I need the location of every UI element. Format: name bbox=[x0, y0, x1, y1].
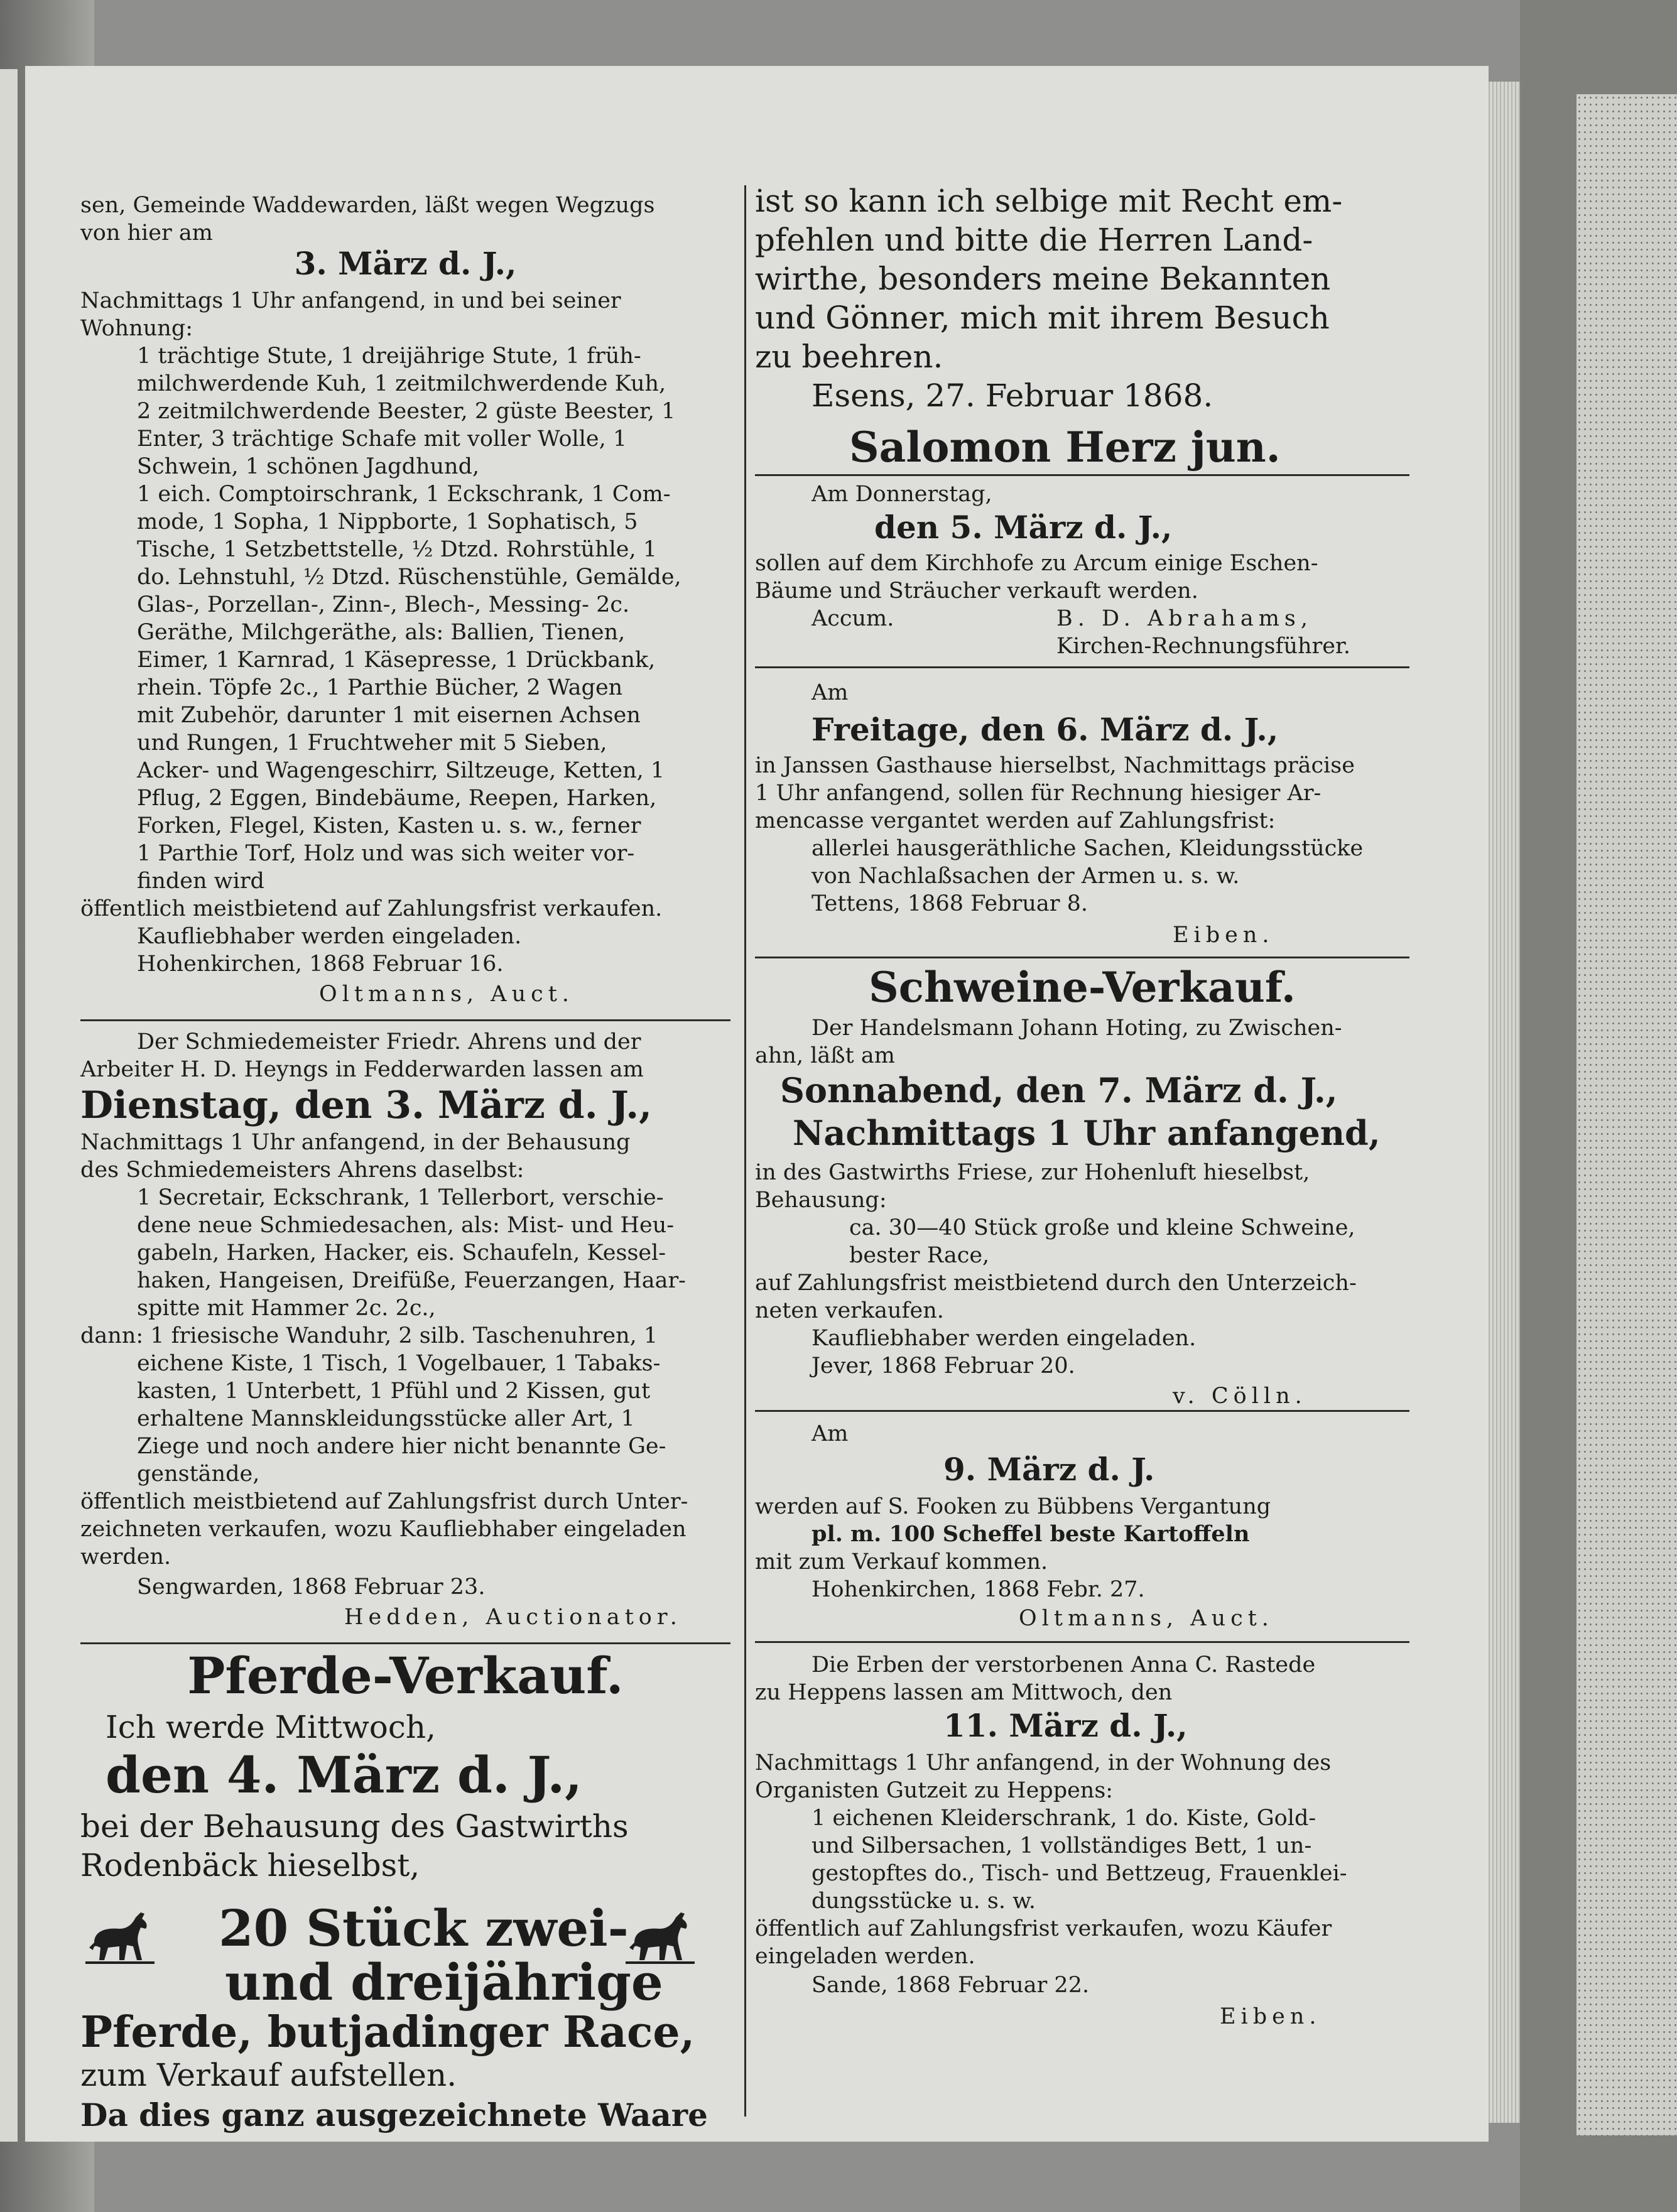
item-line: milchwerdende Kuh, 1 zeitmilchwerdende Kuh, bbox=[137, 371, 666, 396]
ad-text-line: Nachmittags 1 Uhr anfangend, in der Wohnung des bbox=[755, 1750, 1332, 1776]
ad-signature: Oltmanns, Auct. bbox=[319, 982, 574, 1007]
ad-signature: Hedden, Auctionator. bbox=[344, 1605, 682, 1630]
item-line: 1 trächtige Stute, 1 dreijährige Stute, 1 früh- bbox=[137, 344, 641, 369]
ad-signature: Salomon Herz jun. bbox=[849, 423, 1281, 472]
ad-text-line: 1 Uhr anfangend, sollen für Rechnung hiesiger Ar- bbox=[755, 781, 1322, 806]
ad-date: 3. März d. J., bbox=[294, 245, 517, 282]
ad-signature: Oltmanns, Auct. bbox=[1019, 1606, 1274, 1631]
ad-headline: Pferde-Verkauf. bbox=[187, 1646, 624, 1705]
item-line: Ziege und noch andere hier nicht benannte Ge- bbox=[137, 1434, 666, 1459]
ad-place-date: Hohenkirchen, 1868 Febr. 27. bbox=[811, 1577, 1145, 1602]
ad-text-line: pl. m. 100 Scheffel beste Kartoffeln bbox=[811, 1521, 1250, 1547]
ad-text-line: in des Gastwirths Friese, zur Hohenluft hieselbst, bbox=[755, 1160, 1310, 1185]
ad-text-line: zu beehren. bbox=[755, 339, 943, 375]
item-line: 1 eichenen Kleiderschrank, 1 do. Kiste, Gold- bbox=[811, 1806, 1316, 1831]
item-line: Schwein, 1 schönen Jagdhund, bbox=[137, 454, 480, 479]
ad-text-line: Am bbox=[811, 1421, 849, 1446]
ad-text-line: ist so kann ich selbige mit Recht em- bbox=[755, 183, 1343, 219]
item-line: Acker- und Wagengeschirr, Siltzeuge, Ketten, 1 bbox=[137, 758, 665, 783]
ad-separator bbox=[755, 1641, 1409, 1643]
ad-signature: Eiben. bbox=[1173, 923, 1274, 948]
ad-place-date: Hohenkirchen, 1868 Februar 16. bbox=[137, 951, 504, 977]
ad-text-line: sollen auf dem Kirchhofe zu Arcum einige Eschen- bbox=[755, 551, 1318, 576]
ad-text-line: Nachmittags 1 Uhr anfangend, in und bei seiner bbox=[80, 288, 621, 313]
ad-text-line: in Janssen Gasthause hierselbst, Nachmittags präcise bbox=[755, 753, 1355, 778]
ad-separator bbox=[755, 666, 1409, 668]
ad-text-line: bester Race, bbox=[849, 1243, 990, 1268]
ad-text-line: öffentlich meistbietend auf Zahlungsfrist durch Unter- bbox=[80, 1489, 688, 1514]
ad-date: Dienstag, den 3. März d. J., bbox=[80, 1083, 652, 1127]
ad-date: den 4. März d. J., bbox=[106, 1745, 583, 1804]
item-line: 2 zeitmilchwerdende Beester, 2 güste Beester, 1 bbox=[137, 399, 676, 424]
ad-text-line: pfehlen und bitte die Herren Land- bbox=[755, 222, 1313, 258]
ad-text-line: wirthe, besonders meine Bekannten bbox=[755, 261, 1331, 297]
item-line: mode, 1 Sopha, 1 Nippborte, 1 Sophatisch, 5 bbox=[137, 509, 638, 534]
ad-text-line: ca. 30—40 Stück große und kleine Schweine, bbox=[849, 1215, 1355, 1240]
item-line: do. Lehnstuhl, ½ Dtzd. Rüschenstühle, Gemälde, bbox=[137, 565, 681, 590]
ad-text-line: Kaufliebhaber werden eingeladen. bbox=[811, 1326, 1197, 1351]
ad-text-line: Pferde, butjadinger Race, bbox=[80, 2007, 695, 2057]
ad-date: den 5. März d. J., bbox=[874, 509, 1173, 546]
newspaper-page bbox=[25, 66, 1489, 2142]
item-line: Pflug, 2 Eggen, Bindebäume, Reepen, Harken, bbox=[137, 786, 657, 811]
ad-date: 11. März d. J., bbox=[943, 1707, 1188, 1744]
ad-text-line: Der Schmiedemeister Friedr. Ahrens und der bbox=[137, 1029, 641, 1054]
item-line: Tische, 1 Setzbettstelle, ½ Dtzd. Rohrstühle, 1 bbox=[137, 537, 658, 562]
item-line: und Rungen, 1 Fruchtweher mit 5 Sieben, bbox=[137, 730, 607, 756]
item-line: gestopftes do., Tisch- und Bettzeug, Frauenklei- bbox=[811, 1861, 1347, 1886]
ad-signature: B. D. Abrahams, bbox=[1056, 606, 1313, 631]
item-line: rhein. Töpfe 2c., 1 Parthie Bücher, 2 Wagen bbox=[137, 675, 623, 700]
item-line: Enter, 3 trächtige Schafe mit voller Wolle, 1 bbox=[137, 426, 627, 452]
ad-text-line: Die Erben der verstorbenen Anna C. Rastede bbox=[811, 1652, 1316, 1678]
ad-separator bbox=[80, 1642, 730, 1644]
column-divider bbox=[744, 185, 746, 2117]
ad-date: Sonnabend, den 7. März d. J., bbox=[780, 1070, 1338, 1110]
ad-text-line: Organisten Gutzeit zu Heppens: bbox=[755, 1778, 1114, 1803]
ad-text-line: bei der Behausung des Gastwirths bbox=[80, 1808, 629, 1845]
ad-headline: Schweine-Verkauf. bbox=[869, 963, 1296, 1012]
book-cover-edge bbox=[1577, 94, 1677, 2135]
item-line: dungsstücke u. s. w. bbox=[811, 1889, 1036, 1914]
item-line: Geräthe, Milchgeräthe, als: Ballien, Tienen, bbox=[137, 620, 626, 645]
ad-text-line: mit zum Verkauf kommen. bbox=[755, 1549, 1048, 1575]
ad-text-line: Rodenbäck hieselbst, bbox=[80, 1847, 420, 1884]
ad-text-line: des Schmiedemeisters Ahrens daselbst: bbox=[80, 1158, 524, 1183]
ad-date: Freitage, den 6. März d. J., bbox=[811, 711, 1279, 748]
ad-text-line: zeichneten verkaufen, wozu Kaufliebhaber eingeladen bbox=[80, 1517, 687, 1542]
item-line: Glas-, Porzellan-, Zinn-, Blech-, Messing- 2c. bbox=[137, 592, 630, 617]
ad-text-line: Ich werde Mittwoch, bbox=[106, 1709, 437, 1745]
item-line: spitte mit Hammer 2c. 2c., bbox=[137, 1296, 436, 1321]
item-line: eichene Kiste, 1 Tisch, 1 Vogelbauer, 1 Tabaks- bbox=[137, 1351, 661, 1376]
ad-date: 9. März d. J. bbox=[943, 1451, 1155, 1488]
ad-text-line: Wohnung: bbox=[80, 316, 193, 341]
item-line: kasten, 1 Unterbett, 1 Pfühl und 2 Kissen, gut bbox=[137, 1379, 651, 1404]
ad-separator bbox=[755, 957, 1409, 958]
ad-text-line: öffentlich auf Zahlungsfrist verkaufen, wozu Käufer bbox=[755, 1916, 1332, 1941]
ad-text-line: Behausung: bbox=[755, 1188, 887, 1213]
ad-place-date: Sengwarden, 1868 Februar 23. bbox=[137, 1575, 486, 1600]
item-line: haken, Hangeisen, Dreifüße, Feuerzangen, Haar- bbox=[137, 1268, 687, 1293]
horse-illustration-icon bbox=[80, 1906, 159, 1966]
ad-text-line: zu Heppens lassen am Mittwoch, den bbox=[755, 1680, 1173, 1705]
ad-separator bbox=[755, 474, 1409, 476]
ad-text-line: und Gönner, mich mit ihrem Besuch bbox=[755, 300, 1330, 336]
ad-signature: v. Cölln. bbox=[1173, 1384, 1307, 1409]
item-line: und Silbersachen, 1 vollständiges Bett, 1 un- bbox=[811, 1833, 1312, 1858]
ad-text-line: neten verkaufen. bbox=[755, 1298, 944, 1323]
item-line: 1 Secretair, Eckschrank, 1 Tellerbort, verschie- bbox=[137, 1185, 664, 1210]
ad-text-line: auf Zahlungsfrist meistbietend durch den Unterzeich- bbox=[755, 1271, 1357, 1296]
item-line: gabeln, Harken, Hacker, eis. Schaufeln, Kessel- bbox=[137, 1240, 666, 1266]
ad-text-line: Arbeiter H. D. Heyngs in Fedderwarden lassen am bbox=[80, 1057, 644, 1082]
previous-page-edge bbox=[0, 69, 18, 2142]
ad-text-line: von Nachlaßsachen der Armen u. s. w. bbox=[811, 864, 1240, 889]
ad-text-line: von hier am bbox=[80, 220, 213, 246]
ad-text-line: dann: 1 friesische Wanduhr, 2 silb. Taschenuhren, 1 bbox=[80, 1323, 658, 1348]
ad-text-line: Am Donnerstag, bbox=[811, 482, 992, 507]
ad-signature-title: Kirchen-Rechnungsführer. bbox=[1056, 634, 1350, 659]
ad-place-date: Accum. bbox=[811, 606, 894, 631]
item-line: 1 Parthie Torf, Holz und was sich weiter vor- bbox=[137, 841, 635, 866]
ad-place-date: Jever, 1868 Februar 20. bbox=[811, 1353, 1075, 1379]
ad-text-line: und dreijährige bbox=[225, 1953, 663, 2012]
ad-text-line: werden. bbox=[80, 1544, 171, 1570]
ad-text-line: Bäume und Sträucher verkauft werden. bbox=[755, 578, 1198, 604]
ad-text-line: Kaufliebhaber werden eingeladen. bbox=[137, 924, 522, 949]
ad-text-line: 20 Stück zwei- bbox=[219, 1899, 629, 1958]
ad-text-line: Nachmittags 1 Uhr anfangend, in der Behausung bbox=[80, 1130, 631, 1155]
ad-text-line: allerlei hausgeräthliche Sachen, Kleidungsstücke bbox=[811, 836, 1364, 861]
ad-place-date: Tettens, 1868 Februar 8. bbox=[811, 891, 1088, 916]
ad-text-line: Am bbox=[811, 680, 849, 705]
ad-place-date: Esens, 27. Februar 1868. bbox=[811, 377, 1213, 414]
item-line: mit Zubehör, darunter 1 mit eisernen Achsen bbox=[137, 703, 641, 728]
ad-text-line: Der Handelsmann Johann Hoting, zu Zwischen- bbox=[811, 1016, 1342, 1041]
item-line: finden wird bbox=[137, 869, 264, 894]
ad-time: Nachmittags 1 Uhr anfangend, bbox=[793, 1113, 1381, 1153]
ad-separator bbox=[80, 1019, 730, 1021]
ad-place-date: Sande, 1868 Februar 22. bbox=[811, 1973, 1090, 1998]
ad-signature: Eiben. bbox=[1220, 2004, 1322, 2029]
ad-text-line: mencasse vergantet werden auf Zahlungsfrist: bbox=[755, 808, 1276, 833]
item-line: 1 eich. Comptoirschrank, 1 Eckschrank, 1 Com- bbox=[137, 482, 671, 507]
ad-text-line: Da dies ganz ausgezeichnete Waare bbox=[80, 2096, 708, 2133]
ad-text-line: öffentlich meistbietend auf Zahlungsfrist verkaufen. bbox=[80, 896, 663, 921]
ad-text-line: werden auf S. Fooken zu Bübbens Vergantung bbox=[755, 1494, 1271, 1519]
ad-text-line: ahn, läßt am bbox=[755, 1043, 895, 1068]
ad-text-line: sen, Gemeinde Waddewarden, läßt wegen Wegzugs bbox=[80, 193, 655, 218]
ad-separator bbox=[755, 1410, 1409, 1412]
item-line: dene neue Schmiedesachen, als: Mist- und Heu- bbox=[137, 1213, 675, 1238]
ad-text-line: zum Verkauf aufstellen. bbox=[80, 2057, 457, 2093]
ad-text-line: eingeladen werden. bbox=[755, 1944, 975, 1969]
item-line: genstände, bbox=[137, 1461, 260, 1487]
item-line: Forken, Flegel, Kisten, Kasten u. s. w., ferner bbox=[137, 813, 641, 838]
item-line: Eimer, 1 Karnrad, 1 Käsepresse, 1 Drückbank, bbox=[137, 648, 656, 673]
item-line: erhaltene Mannskleidungsstücke aller Art, 1 bbox=[137, 1406, 635, 1431]
